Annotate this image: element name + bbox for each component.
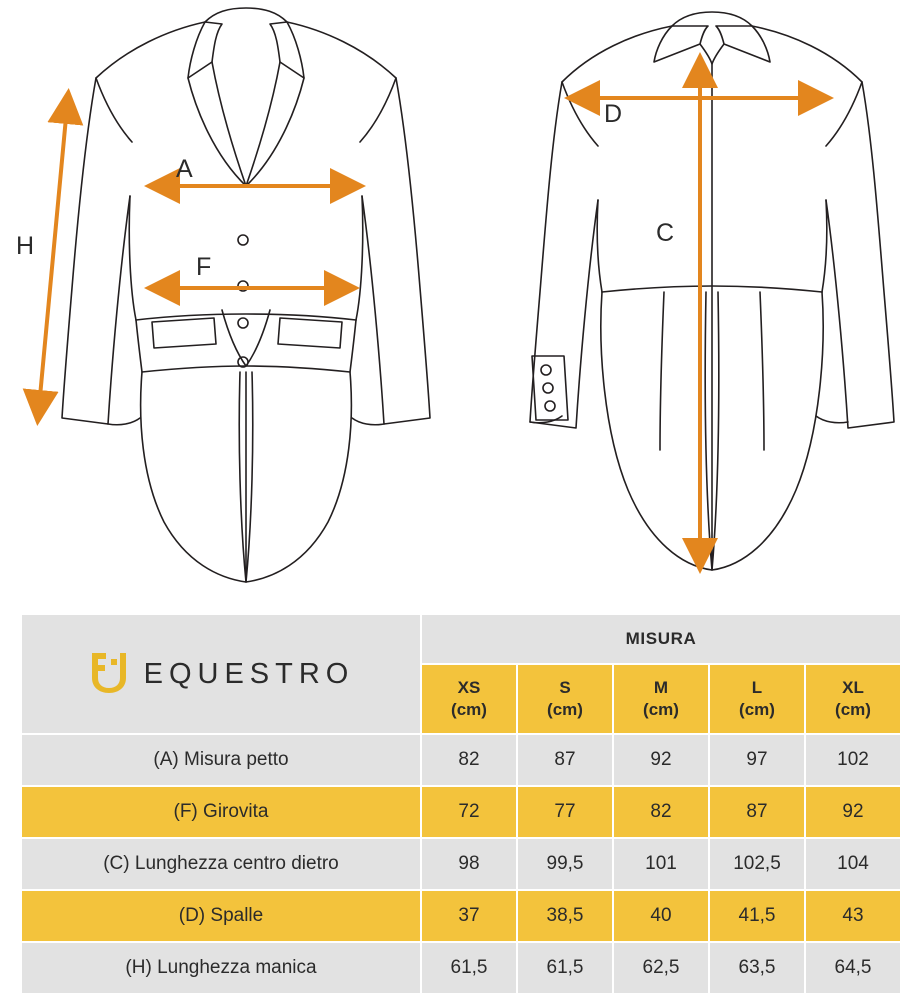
cell-shoulders-s: 38,5	[517, 890, 613, 942]
row-label-sleeve-length: (H) Lunghezza manica	[21, 942, 421, 994]
cell-back-length-xl: 104	[805, 838, 901, 890]
cell-chest-s: 87	[517, 734, 613, 786]
column-header-s-label: S	[559, 677, 571, 697]
column-header-xl-label: XL	[842, 677, 864, 697]
cell-waist-m: 82	[613, 786, 709, 838]
column-header-l-unit: (cm)	[739, 700, 775, 719]
column-header-l-label: L	[751, 677, 763, 697]
dimension-label-h: H	[16, 232, 35, 260]
cell-sleeve-length-xl: 64,5	[805, 942, 901, 994]
column-header-xs-label: XS	[457, 677, 481, 697]
row-label-back-length: (C) Lunghezza centro dietro	[21, 838, 421, 890]
table-row	[21, 890, 901, 942]
cell-sleeve-length-xs: 61,5	[421, 942, 517, 994]
cell-back-length-m: 101	[613, 838, 709, 890]
table-row	[21, 942, 901, 994]
column-header-m-unit: (cm)	[643, 700, 679, 719]
brand-cell	[21, 614, 421, 734]
column-header-s	[517, 664, 613, 734]
column-header-xs	[421, 664, 517, 734]
cell-shoulders-m: 40	[613, 890, 709, 942]
cell-back-length-xs: 98	[421, 838, 517, 890]
cell-back-length-l: 102,5	[709, 838, 805, 890]
cell-back-length-s: 99,5	[517, 838, 613, 890]
row-label-waist: (F) Girovita	[21, 786, 421, 838]
column-header-m	[613, 664, 709, 734]
dimension-label-a: A	[176, 155, 194, 183]
cell-chest-l: 97	[709, 734, 805, 786]
size-table-wrapper	[20, 613, 900, 995]
cell-chest-xl: 102	[805, 734, 901, 786]
cell-waist-l: 87	[709, 786, 805, 838]
cell-waist-xl: 92	[805, 786, 901, 838]
column-header-xs-unit: (cm)	[451, 700, 487, 719]
column-header-xl-unit: (cm)	[835, 700, 871, 719]
brand-name: EQUESTRO	[143, 657, 355, 690]
back-view-drawing	[530, 12, 894, 570]
front-view-drawing	[62, 8, 430, 582]
measure-arrow-h	[38, 96, 68, 418]
cell-chest-xs: 82	[421, 734, 517, 786]
table-header-row-1	[21, 614, 901, 664]
dimension-label-d: D	[604, 100, 623, 128]
cell-shoulders-xs: 37	[421, 890, 517, 942]
row-label-shoulders: (D) Spalle	[21, 890, 421, 942]
cell-shoulders-xl: 43	[805, 890, 901, 942]
table-row	[21, 838, 901, 890]
row-label-chest: (A) Misura petto	[21, 734, 421, 786]
dimension-label-f: F	[196, 253, 212, 281]
column-header-s-unit: (cm)	[547, 700, 583, 719]
dimension-label-c: C	[656, 219, 675, 247]
cell-waist-xs: 72	[421, 786, 517, 838]
cell-chest-m: 92	[613, 734, 709, 786]
size-table	[20, 613, 902, 995]
column-header-m-label: M	[653, 677, 669, 697]
cell-shoulders-l: 41,5	[709, 890, 805, 942]
cell-sleeve-length-l: 63,5	[709, 942, 805, 994]
cell-sleeve-length-m: 62,5	[613, 942, 709, 994]
column-header-xl	[805, 664, 901, 734]
table-row	[21, 786, 901, 838]
cell-waist-s: 77	[517, 786, 613, 838]
misura-group-header: MISURA	[421, 614, 901, 664]
equestro-logo-icon	[88, 650, 130, 699]
table-row	[21, 734, 901, 786]
cell-sleeve-length-s: 61,5	[517, 942, 613, 994]
column-header-l	[709, 664, 805, 734]
